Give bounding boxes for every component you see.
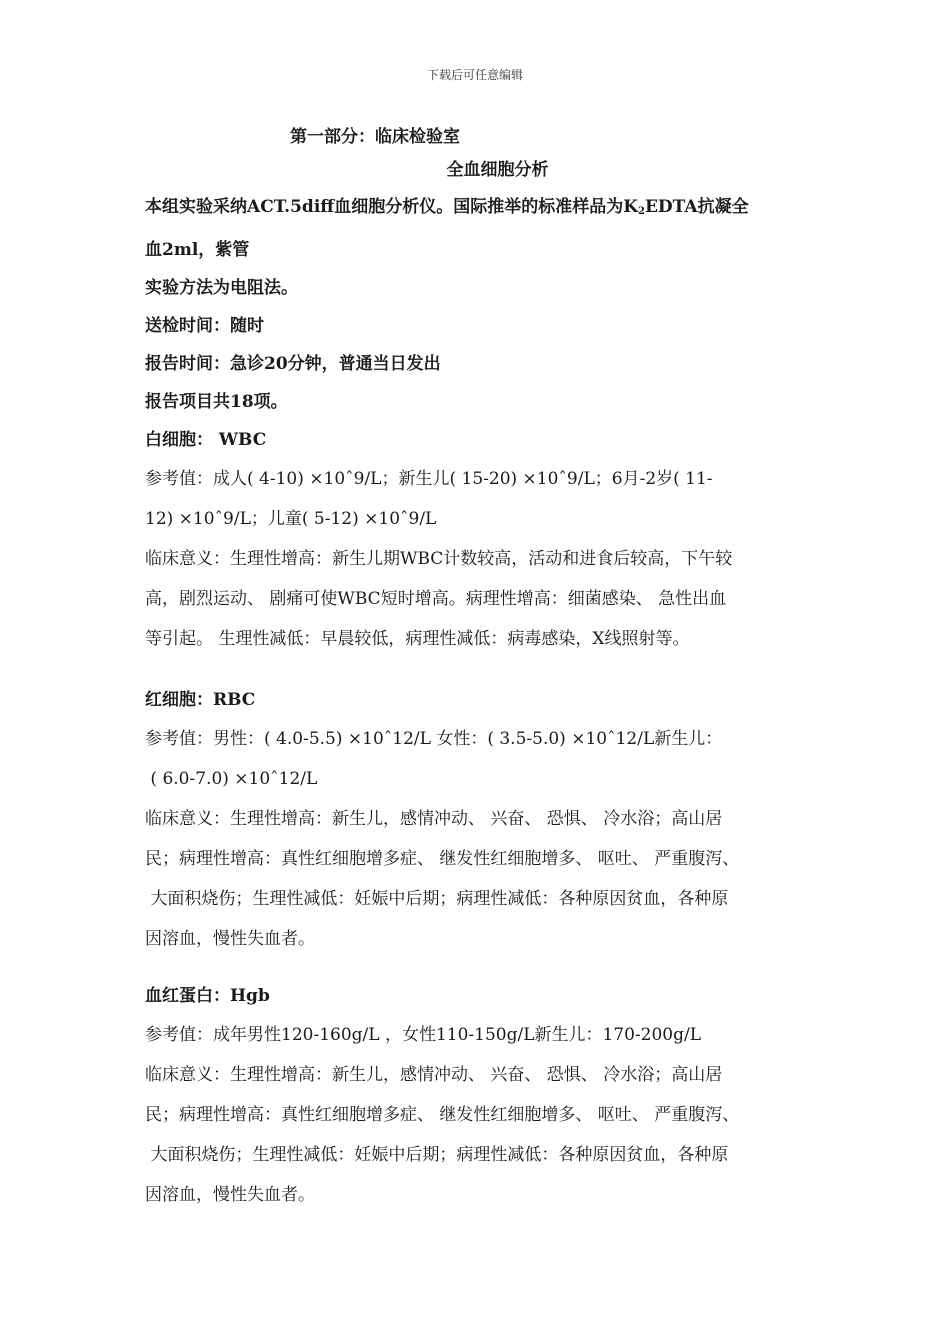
part-title: 第一部分：临床检验室 bbox=[290, 127, 460, 147]
report-time-line: 报告时间：急诊20分钟，普通当日发出 bbox=[145, 354, 441, 374]
intro-line-2: 血2ml，紫管 bbox=[145, 240, 250, 260]
wbc-clinical-line: 等引起。 生理性减低：早晨较低，病理性减低：病毒感染，X线照射等。 bbox=[145, 629, 690, 649]
intro-line-1-text-b: EDTA抗凝全 bbox=[644, 197, 749, 217]
wbc-clinical-line: 高，剧烈运动、 剧痛可使WBC短时增高。病理性增高：细菌感染、 急性出血 bbox=[145, 589, 727, 609]
intro-line-1 bbox=[145, 188, 820, 231]
rbc-reference-line: 参考值：男性：( 4.0-5.5) ×10ˆ12/L 女性：( 3.5-5.0) ×10ˆ12/L新生儿： bbox=[145, 729, 723, 749]
header-note: 下载后可任意编辑 bbox=[426, 68, 523, 82]
document-title: 全血细胞分析 bbox=[446, 160, 549, 180]
hgb-reference-line: 参考值：成年男性120-160g/L ，女性110-150g/L新生儿：170-200g/L bbox=[145, 1025, 702, 1045]
intro-line-1-subscript: 2 bbox=[638, 206, 645, 217]
rbc-clinical-line: 民；病理性增高：真性红细胞增多症、 继发性红细胞增多、 呕吐、 严重腹泻、 bbox=[145, 849, 740, 869]
hgb-clinical-line: 因溶血，慢性失血者。 bbox=[145, 1185, 315, 1205]
section-spacer bbox=[145, 659, 820, 681]
rbc-clinical-line: 因溶血，慢性失血者。 bbox=[145, 929, 315, 949]
document-body bbox=[145, 122, 820, 1215]
rbc-reference-line: ( 6.0-7.0) ×10ˆ12/L bbox=[145, 769, 318, 789]
wbc-reference-line: 参考值：成人( 4-10) ×10ˆ9/L；新生儿( 15-20) ×10ˆ9/L；6月-2岁( 11- bbox=[145, 469, 713, 489]
section-heading-rbc: 红细胞：RBC bbox=[145, 690, 256, 710]
items-count-line: 报告项目共18项。 bbox=[145, 392, 288, 412]
send-time-line: 送检时间：随时 bbox=[145, 316, 264, 336]
hgb-clinical-line: 临床意义：生理性增高：新生儿，感情冲动、 兴奋、 恐惧、 冷水浴；高山居 bbox=[145, 1065, 723, 1085]
intro-line-1-text-a: 本组实验采纳ACT.5diff血细胞分析仪。国际推举的标准样品为K bbox=[145, 197, 638, 217]
section-spacer bbox=[145, 959, 820, 977]
section-heading-hgb: 血红蛋白：Hgb bbox=[145, 986, 270, 1006]
rbc-clinical-line: 临床意义：生理性增高：新生儿，感情冲动、 兴奋、 恐惧、 冷水浴；高山居 bbox=[145, 809, 723, 829]
hgb-clinical-line: 民；病理性增高：真性红细胞增多症、 继发性红细胞增多、 呕吐、 严重腹泻、 bbox=[145, 1105, 740, 1125]
section-heading-wbc: 白细胞： WBC bbox=[145, 430, 267, 450]
hgb-clinical-line: 大面积烧伤；生理性减低：妊娠中后期；病理性减低：各种原因贫血，各种原 bbox=[145, 1145, 729, 1165]
method-line: 实验方法为电阻法。 bbox=[145, 278, 298, 298]
rbc-clinical-line: 大面积烧伤；生理性减低：妊娠中后期；病理性减低：各种原因贫血，各种原 bbox=[145, 889, 729, 909]
wbc-reference-line: 12) ×10ˆ9/L；儿童( 5-12) ×10ˆ9/L bbox=[145, 509, 437, 529]
wbc-clinical-line: 临床意义：生理性增高：新生儿期WBC计数较高，活动和进食后较高，下午较 bbox=[145, 549, 733, 569]
